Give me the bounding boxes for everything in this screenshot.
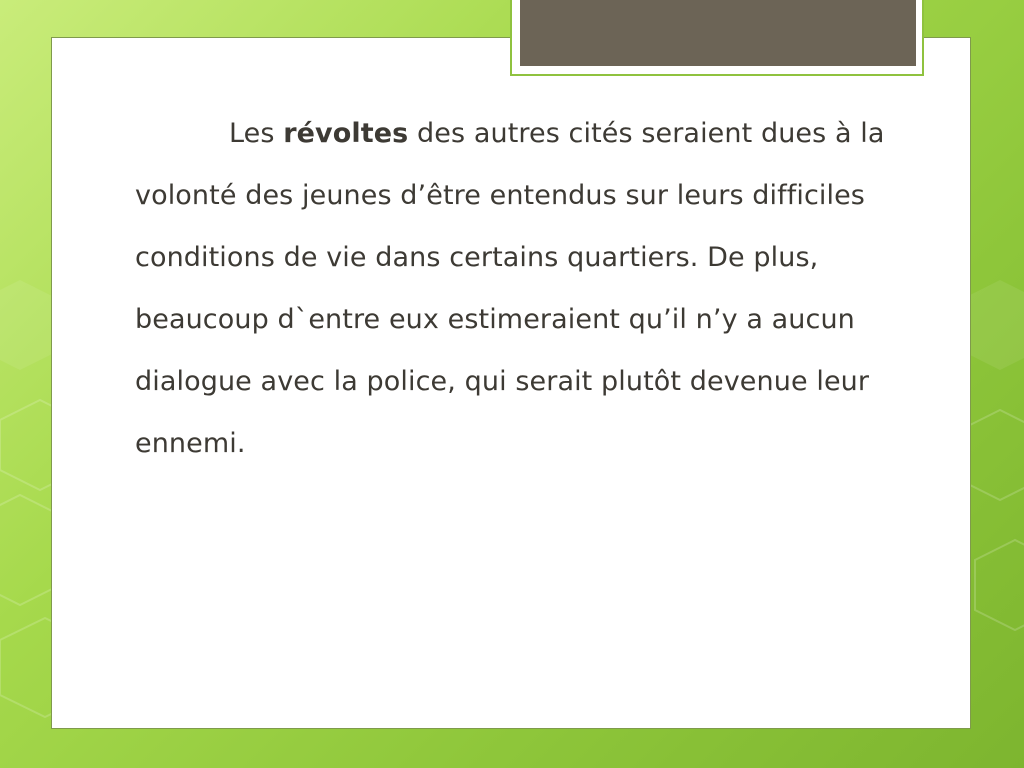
paragraph-emphasis: révoltes [283,118,409,149]
title-placeholder-box [520,0,916,66]
body-paragraph [135,103,895,475]
paragraph-rest: des autres cités seraient dues à la volonté des jeunes d’être entendus sur leurs difficiles conditions de vie dans certains quartiers. De plus, beaucoup d`entre eux estimeraient qu’il n’y a aucun dialogue avec la police, qui serait plutôt devenue leur ennemi. [135,118,885,459]
paragraph-lead: Les [229,118,284,149]
